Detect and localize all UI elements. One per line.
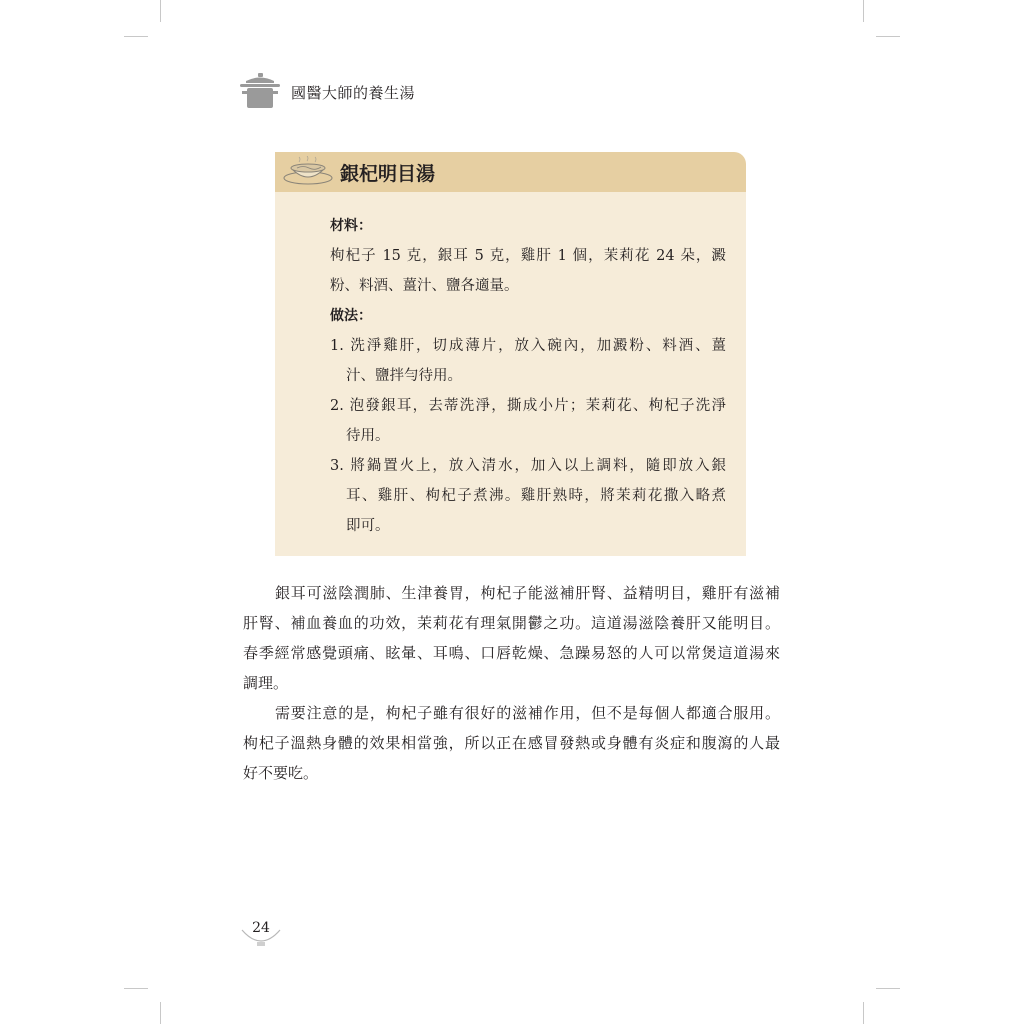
ingredients-label: 材料： xyxy=(330,218,372,234)
paragraph-line: 銀耳可滋陰潤肺、生津養胃，枸杞子能滋補肝腎、益精明目，雞肝有滋補 xyxy=(275,584,780,602)
crop-mark xyxy=(863,1002,864,1024)
method-label: 做法： xyxy=(330,308,372,324)
method-step-line: 耳、雞肝、枸杞子煮沸。雞肝熟時，將茉莉花撒入略煮 xyxy=(346,488,726,504)
crop-mark xyxy=(876,988,900,989)
running-head-title: 國醫大師的養生湯 xyxy=(291,84,416,102)
recipe-box xyxy=(275,152,746,556)
recipe-header xyxy=(275,152,746,192)
recipe-body xyxy=(275,192,746,556)
page-number: 24 xyxy=(252,920,270,936)
pot-icon xyxy=(240,72,280,110)
ingredients-line: 粉、料酒、薑汁、鹽各適量。 xyxy=(330,278,519,294)
crop-mark xyxy=(124,988,148,989)
crop-mark xyxy=(160,1002,161,1024)
paragraph-line: 肝腎、補血養血的功效，茉莉花有理氣開鬱之功。這道湯滋陰養肝又能明目。 xyxy=(243,614,780,632)
crop-mark xyxy=(863,0,864,22)
ingredients-line: 枸杞子 15 克，銀耳 5 克，雞肝 1 個，茉莉花 24 朵，澱 xyxy=(330,248,726,264)
method-step-line: 即可。 xyxy=(346,518,390,534)
bowl-icon xyxy=(283,156,333,186)
method-step-line: 3. 將鍋置火上，放入清水，加入以上調料，隨即放入銀 xyxy=(330,458,726,474)
method-step-line: 2. 泡發銀耳，去蒂洗淨，撕成小片；茉莉花、枸杞子洗淨 xyxy=(330,398,726,414)
recipe-title: 銀杞明目湯 xyxy=(340,163,436,185)
crop-mark xyxy=(160,0,161,22)
paragraph-line: 枸杞子溫熱身體的效果相當強，所以正在感冒發熱或身體有炎症和腹瀉的人最 xyxy=(243,734,780,752)
paragraph-line: 需要注意的是，枸杞子雖有很好的滋補作用，但不是每個人都適合服用。 xyxy=(275,704,780,722)
method-step-line: 待用。 xyxy=(346,428,390,444)
method-step-line: 1. 洗淨雞肝，切成薄片，放入碗內，加澱粉、料酒、薑 xyxy=(330,338,726,354)
paragraph-line: 好不要吃。 xyxy=(243,764,319,782)
crop-mark xyxy=(876,36,900,37)
paragraph-line: 春季經常感覺頭痛、眩暈、耳鳴、口唇乾燥、急躁易怒的人可以常煲這道湯來 xyxy=(243,644,780,662)
method-step-line: 汁、鹽拌勻待用。 xyxy=(346,368,462,384)
crop-mark xyxy=(124,36,148,37)
paragraph-line: 調理。 xyxy=(243,674,289,692)
running-head xyxy=(240,70,540,110)
